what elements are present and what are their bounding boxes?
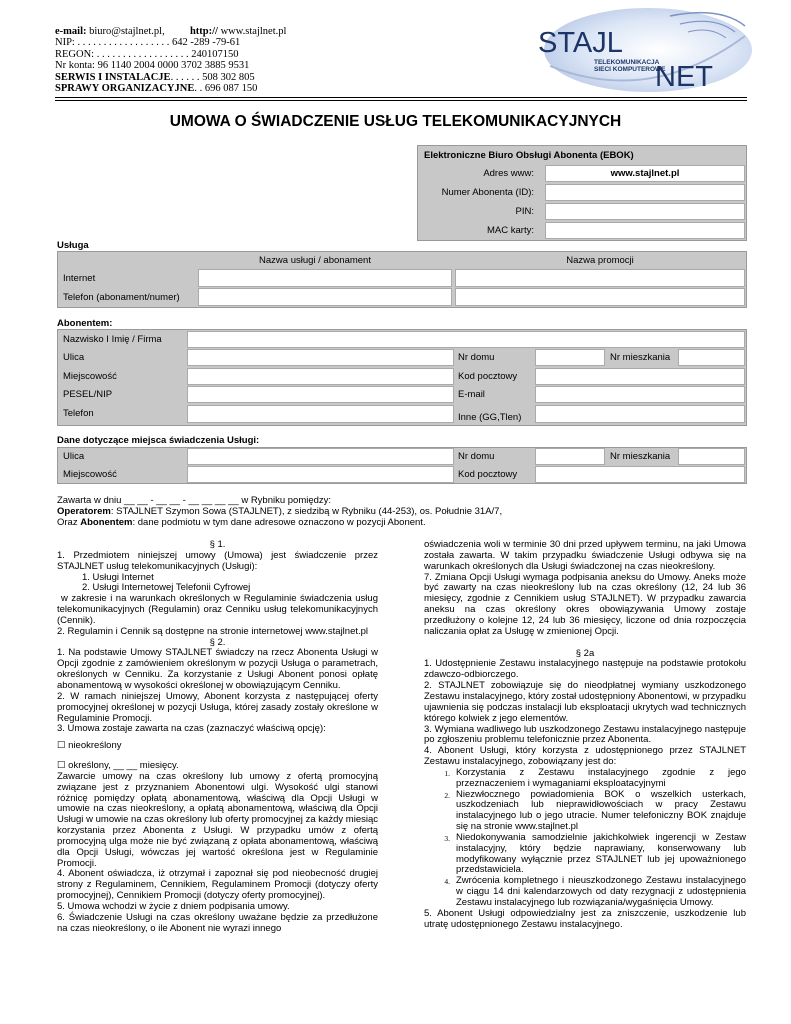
sprawy-label: SPRAWY ORGANIZACYJNE xyxy=(55,83,195,95)
abonent-nrdomu-label: Nr domu xyxy=(458,352,495,363)
s2-p4: 4. Abonent oświadcza, iż otrzymał i zapoznał się pod nieobecność drugiej strony z Regulaminem, Cennikiem, Regulaminem Promocji (dotyczy oferty promocyjnej), Cennikiem Promocji (dotyczy oferty promocyjnej). xyxy=(57,868,378,902)
list-item xyxy=(436,833,746,876)
list-item-text: Niezwłocznego powiadomienia BOK o wszelkich usterkach, uszkodzeniach lub nieprawidłowościach w pracy Zestawu instalacyjnego lub o jego utracie. Numer telefoniczny BOK znajduje się na stronie www.stajlnet.pl xyxy=(456,788,746,833)
abonent-ulica-field[interactable] xyxy=(187,349,454,366)
section-2-title: § 2. xyxy=(209,636,226,648)
ebok-mac-label: MAC karty: xyxy=(487,225,534,236)
usluga-row-internet: Internet xyxy=(63,273,96,284)
header-rule xyxy=(55,97,747,98)
ebok-pin-field[interactable] xyxy=(545,203,745,220)
serwis-value: . . . . . . 508 302 805 xyxy=(170,71,255,83)
abonent-nrmieszkania-label: Nr mieszkania xyxy=(610,352,671,363)
left-column xyxy=(57,540,378,935)
miejsce-ulica-field[interactable] xyxy=(187,448,454,465)
list-item-number: 4. xyxy=(444,877,450,887)
s2-ulga: Zawarcie umowy na czas określony lub umowy z ofertą promocyjną związane jest z przyznaniem Abonentowi ulgi. Wysokość ulgi stanowi różnicę pomiędzy opłatą abonamentową, właściwą dla Opcji Usługi w umowie na czas nieokreślony, a opłatą abonamentową, właściwą dla Opcji Usługi w umowie na czas określony lub oferty promocyjnej za każdy miesiąc korzystania przez Abonenta z Usługi. W przypadku umów z ofertą promocyjną ulga może nie być związaną z opłata abonamentową, właściwą dla Opcji Usługi, wówczas jej wartość określona jest w Regulaminie Promocji. xyxy=(57,770,378,869)
s2-p1: 1. Na podstawie Umowy STAJLNET świadczy na rzecz Abonenta Usługi w Opcji zgodnie z zamówieniem określonym w pozycji Usługa o parametrach, określonych w Cenniku. Za korzystanie z Usługi Abonent ponosi opłatę abonamentową w wysokości określonej w obowiązującym Cenniku. xyxy=(57,647,378,691)
ebok-id-label: Numer Abonenta (ID): xyxy=(441,187,534,198)
option-definite-checkbox[interactable]: ☐ określony, __ __ miesięcy. xyxy=(57,760,179,772)
ebok-header: Elektroniczne Biuro Obsługi Abonenta (EBOK) xyxy=(424,150,634,161)
list-item xyxy=(436,790,746,833)
sprawy-line xyxy=(55,83,286,94)
list-item xyxy=(436,768,746,790)
ebok-www-label: Adres www: xyxy=(483,168,534,179)
regon-line: REGON: . . . . . . . . . . . . . . . . . . 240107150 xyxy=(55,48,239,60)
abonent-inne-label: Inne (GG,Tlen) xyxy=(458,412,522,423)
abonent-name-field[interactable] xyxy=(187,331,745,348)
miejsce-heading: Dane dotyczące miejsca świadczenia Usługi: xyxy=(57,435,260,446)
list-item-text: Korzystania z Zestawu instalacyjnego zgodnie z jego przeznaczeniem i wymaganiami eksploatacyjnymi xyxy=(456,766,746,789)
s2a-p1: 1. Udostępnienie Zestawu instalacyjnego następuje na podstawie protokołu zdawczo-odbiorczego. xyxy=(424,658,746,681)
abonent-email-field[interactable] xyxy=(535,386,745,403)
s1-scope: w zakresie i na warunkach określonych w Regulaminie świadczenia usług telekomunikacyjnych (Regulamin) oraz Cenniku usług telekomunikacyjnych (Cennik). xyxy=(57,593,378,626)
s1-p2: 2. Regulamin i Cennik są dostępne na stronie internetowej www.stajlnet.pl xyxy=(57,625,369,637)
header-rule xyxy=(55,100,747,101)
abonent-telefon-field[interactable] xyxy=(187,405,454,423)
miejsce-nrmieszkania-field[interactable] xyxy=(678,448,745,465)
logo-sub2: SIECI KOMPUTEROWE xyxy=(594,66,666,73)
abonent-label: Abonentem xyxy=(80,517,133,529)
miejsce-miejscowosc-label: Miejscowość xyxy=(63,469,117,480)
list-item-text: Zwrócenia kompletnego i nieuszkodzonego Zestawu instalacyjnego w ciągu 14 dni kalendarzowych od daty rezygnacji z udostępnienia Zestawu instalacyjnego lub rozwiązania/wygaśnięcia Umowy. xyxy=(456,875,746,908)
operator-label: Operatorem xyxy=(57,506,111,518)
miejsce-nrdomu-field[interactable] xyxy=(535,448,605,465)
abonent-heading: Abonentem: xyxy=(57,318,113,329)
abonent-nrmieszkania-field[interactable] xyxy=(678,349,745,366)
intro-line1: Zawarta w dniu __ __ - __ __ - __ __ __ __ w Rybniku pomiędzy: xyxy=(57,495,332,506)
sprawy-value: . . 696 087 150 xyxy=(194,83,258,95)
right-column xyxy=(424,540,746,931)
contact-line xyxy=(55,26,286,37)
page-title: UMOWA O ŚWIADCZENIE USŁUG TELEKOMUNIKACYJNYCH xyxy=(169,113,622,130)
ebok-www-value: www.stajlnet.pl xyxy=(610,168,680,179)
abonent-name-label: Nazwisko I Imię / Firma xyxy=(63,334,162,345)
s1-p1: 1. Przedmiotem niniejszej umowy (Umowa) jest świadczenie przez STAJLNET usług telekomunikacyjnych (Usługi): xyxy=(57,549,378,572)
telefon-service-field[interactable] xyxy=(198,288,452,306)
s2a-p4: 4. Abonent Usługi, który korzysta z udostępnionego przez STAJLNET Zestawu instalacyjnego, zobowiązany jest do: xyxy=(424,745,746,768)
section-2a-title: § 2a xyxy=(575,647,595,659)
miejsce-kod-label: Kod pocztowy xyxy=(458,469,518,480)
usluga-heading: Usługa xyxy=(57,240,89,251)
section-1-title: § 1. xyxy=(209,539,226,550)
list-item-number: 1. xyxy=(444,768,450,778)
s2-p3: 3. Umowa zostaje zawarta na czas (zaznaczyć właściwą opcję): xyxy=(57,723,326,735)
s2-p7: 7. Zmiana Opcji Usługi wymaga podpisania aneksu do Umowy. Aneks może być zawarty na czas nieokreślony lub na czas określony (12, 24 lub 36 miesięcy, zgodnie z Cennikiem usług STAJLNET). W przypadku zawarcia aneksu na czas określony okres obowiązywania Umowy zostaje przedłużony o kolejne 12, 24 lub 36 miesięcy, liczone od dnia rozpoczęcia naliczania opłat za Usługę w zmienionej Opcji. xyxy=(424,571,746,637)
list-item xyxy=(436,876,746,909)
s2a-p5: 5. Abonent Usługi odpowiedzialny jest za zniszczenie, uszkodzenie lub utratę udostępnionego Zestawu instalacyjnego. xyxy=(424,907,746,930)
abonent-pesel-field[interactable] xyxy=(187,386,454,403)
abonent-email-label: E-mail xyxy=(458,389,485,400)
miejsce-kod-field[interactable] xyxy=(535,466,745,483)
internet-promo-field[interactable] xyxy=(455,269,745,287)
list-item-number: 3. xyxy=(444,833,450,843)
abonent-telefon-label: Telefon xyxy=(63,408,94,419)
usluga-col-name: Nazwa usługi / abonament xyxy=(259,255,371,266)
abonent-text: : dane podmiotu w tym dane adresowe oznaczono w pozycji Abonent. xyxy=(132,517,426,529)
abonent-ulica-label: Ulica xyxy=(63,352,85,363)
list-item-number: 2. xyxy=(444,790,450,800)
option-indefinite-checkbox[interactable]: ☐ nieokreślony xyxy=(57,740,122,752)
serwis-line xyxy=(55,72,286,83)
abonent-inne-field[interactable] xyxy=(535,405,745,423)
logo-word-net: NET xyxy=(655,61,713,93)
abonent-kod-field[interactable] xyxy=(535,368,745,385)
intro-abonent xyxy=(57,517,747,528)
miejsce-ulica-label: Ulica xyxy=(63,451,85,462)
ebok-id-field[interactable] xyxy=(545,184,745,201)
contract-intro xyxy=(57,495,747,529)
nip-line: NIP: . . . . . . . . . . . . . . . . . . 642 -289 -79-61 xyxy=(55,37,241,49)
http-label: http:// xyxy=(189,26,218,37)
stajlnet-logo xyxy=(530,6,752,94)
s2a-p2: 2. STAJLNET zobowiązuje się do nieodpłatnej wymiany uszkodzonego Zestawu instalacyjnego, który został udostępniony Abonentowi, w przypadku ujawnienia się podczas instalacji lub eksploatacji ukrytych wad technicznych którego kolwiek z jego elementów. xyxy=(424,680,746,724)
abonent-nrdomu-field[interactable] xyxy=(535,349,605,366)
s1-item1: 1. Usługi Internet xyxy=(82,571,154,583)
abonent-miejscowosc-label: Miejscowość xyxy=(63,371,117,382)
logo-word-stajl: STAJL xyxy=(538,27,623,59)
operator-text: : STAJLNET Szymon Sowa (STAJLNET), z siedzibą w Rybniku (44-253), os. Południe 31A/7, xyxy=(110,506,503,518)
abonent-kod-label: Kod pocztowy xyxy=(458,371,518,382)
s2-p2: 2. W ramach niniejszej Umowy, Abonent korzysta z następującej oferty promocyjnej określonej w pozycji Usługa, której zasady zostały określone w Regulaminie Promocji. xyxy=(57,690,378,724)
telefon-promo-field[interactable] xyxy=(455,288,745,306)
ebok-mac-field[interactable] xyxy=(545,222,745,239)
s2-p5: 5. Umowa wchodzi w życie z dniem podpisania umowy. xyxy=(57,901,290,912)
miejsce-miejscowosc-field[interactable] xyxy=(187,466,454,483)
internet-service-field[interactable] xyxy=(198,269,452,287)
company-header xyxy=(55,26,286,94)
usluga-col-promo: Nazwa promocji xyxy=(566,255,634,266)
email-label: e-mail: xyxy=(55,26,87,37)
www-value[interactable]: www.stajlnet.pl xyxy=(220,26,287,37)
abonent-pesel-label: PESEL/NIP xyxy=(63,389,113,400)
s2-p6-cont: oświadczenia woli w terminie 30 dni przed upływem terminu, na jaki Umowa została zawarta. W takim przypadku świadczenie Usługi odbywa się na warunkach określonych dla Usługi świadczonej na czas nieokreślony. xyxy=(424,539,746,572)
s1-item2: 2. Usługi Internetowej Telefonii Cyfrowej xyxy=(82,582,251,594)
intro-operator xyxy=(57,506,747,517)
s2a-p3: 3. Wymiana wadliwego lub uszkodzonego Zestawu instalacyjnego następuje po zgłoszeniu problemu telefonicznie przez Abonenta. xyxy=(424,723,746,746)
usluga-row-telefon: Telefon (abonament/numer) xyxy=(63,292,180,303)
ebok-pin-label: PIN: xyxy=(515,206,534,217)
miejsce-nrmieszkania-label: Nr mieszkania xyxy=(610,451,671,462)
serwis-label: SERWIS I INSTALACJE xyxy=(55,71,171,83)
email-value[interactable]: biuro@stajlnet.pl, xyxy=(89,26,165,37)
abonent-pre: Oraz xyxy=(57,517,81,529)
logo-sub1: TELEKOMUNIKACJA xyxy=(594,59,660,66)
s2-p6: 6. Świadczenie Usługi na czas określony uważane będzie za przedłużone na czas nieokreślony, o ile Abonent nie wyrazi innego xyxy=(57,911,378,934)
miejsce-nrdomu-label: Nr domu xyxy=(458,451,495,462)
abonent-miejscowosc-field[interactable] xyxy=(187,368,454,385)
konto-line: Nr konta: 96 1140 2004 0000 3702 3885 9531 xyxy=(55,60,250,72)
obligations-list xyxy=(424,768,746,909)
list-item-text: Niedokonywania samodzielnie jakichkolwiek ingerencji w Zestaw instalacyjny, który będzie naprawiany, konserwowany lub modyfikowany wyłącznie przez STAJLNET lub jej upoważnionego przedstawiciela. xyxy=(456,831,746,876)
